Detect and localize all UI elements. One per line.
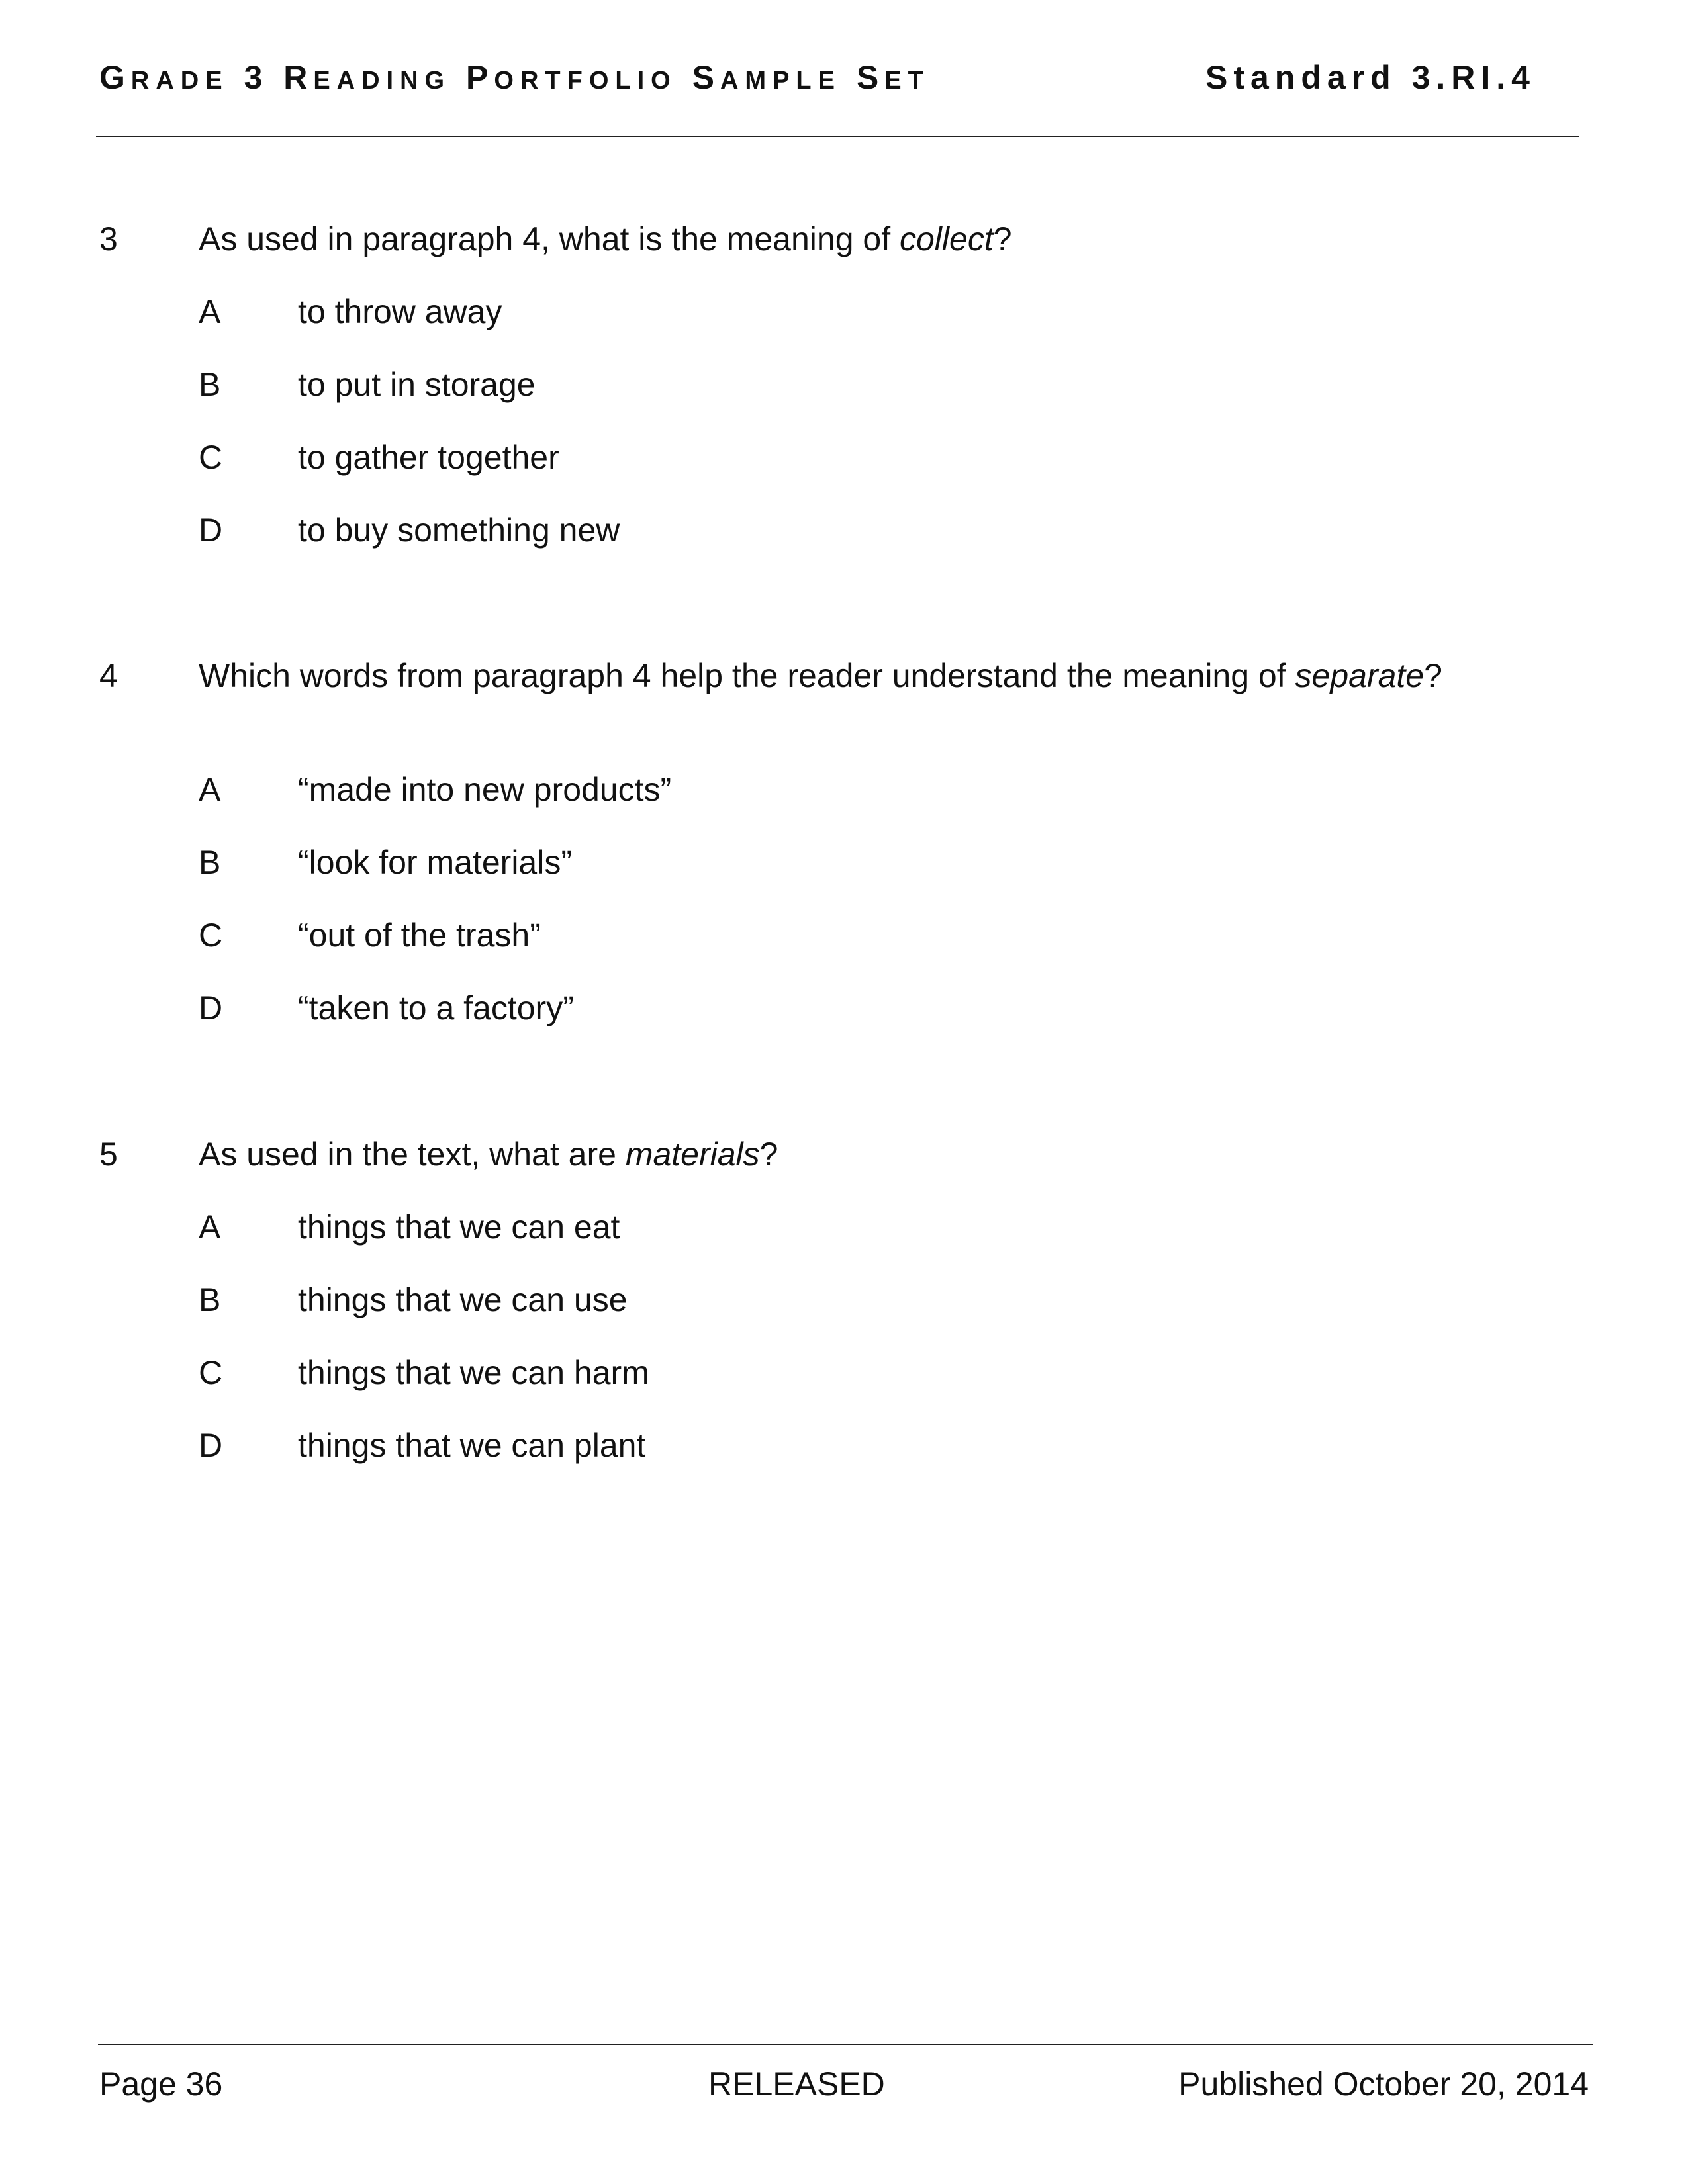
- footer-divider: [98, 2044, 1593, 2045]
- option-text: to put in storage: [298, 366, 536, 403]
- question-number: 3: [99, 220, 118, 257]
- question-stem: As used in paragraph 4, what is the meaning of collect?: [199, 220, 1012, 257]
- title-word: SAMPLE: [692, 59, 841, 96]
- option-letter: A: [199, 1208, 221, 1246]
- option-a[interactable]: [199, 1206, 1523, 1248]
- option-text: to gather together: [298, 439, 559, 476]
- option-c[interactable]: [199, 437, 1523, 478]
- option-text: “taken to a factory”: [298, 989, 574, 1026]
- header-standard: Standard 3.RI.4: [1205, 59, 1536, 96]
- question-stem: As used in the text, what are materials?: [199, 1136, 778, 1173]
- header-title: [99, 58, 930, 97]
- option-text: things that we can plant: [298, 1427, 646, 1464]
- option-letter: A: [199, 771, 221, 808]
- option-letter: B: [199, 844, 221, 881]
- option-b[interactable]: [199, 1279, 1523, 1321]
- option-letter: D: [199, 989, 223, 1026]
- question-number: 4: [99, 657, 118, 694]
- option-letter: B: [199, 366, 221, 403]
- question-number: 5: [99, 1136, 118, 1173]
- title-word: READING: [283, 59, 451, 96]
- option-b[interactable]: [199, 364, 1523, 406]
- option-letter: C: [199, 917, 223, 954]
- option-letter: C: [199, 439, 223, 476]
- option-a[interactable]: [199, 769, 1523, 811]
- option-b[interactable]: [199, 842, 1523, 884]
- title-word: GRADE: [99, 59, 229, 96]
- option-text: to throw away: [298, 293, 502, 330]
- option-letter: B: [199, 1281, 221, 1318]
- option-text: things that we can eat: [298, 1208, 620, 1246]
- title-word: PORTFOLIO: [466, 59, 677, 96]
- option-d[interactable]: [199, 1425, 1523, 1467]
- header-divider: [96, 136, 1579, 137]
- option-text: to buy something new: [298, 512, 620, 549]
- published-date: Published October 20, 2014: [1178, 2066, 1589, 2103]
- option-text: “out of the trash”: [298, 917, 541, 954]
- page-header: [99, 58, 1536, 98]
- release-status: RELEASED: [708, 2066, 885, 2103]
- option-c[interactable]: [199, 1352, 1523, 1394]
- page-number: Page 36: [99, 2066, 223, 2103]
- option-text: “made into new products”: [298, 771, 672, 808]
- option-text: things that we can harm: [298, 1354, 649, 1391]
- option-text: “look for materials”: [298, 844, 572, 881]
- option-d[interactable]: [199, 987, 1523, 1029]
- title-word: SET: [856, 59, 930, 96]
- option-letter: D: [199, 1427, 223, 1464]
- option-c[interactable]: [199, 915, 1523, 956]
- title-word: 3: [244, 59, 269, 96]
- option-text: things that we can use: [298, 1281, 628, 1318]
- option-letter: A: [199, 293, 221, 330]
- question-stem: Which words from paragraph 4 help the reader understand the meaning of separate?: [199, 657, 1442, 694]
- option-a[interactable]: [199, 291, 1523, 333]
- option-letter: D: [199, 512, 223, 549]
- option-d[interactable]: [199, 510, 1523, 551]
- option-letter: C: [199, 1354, 223, 1391]
